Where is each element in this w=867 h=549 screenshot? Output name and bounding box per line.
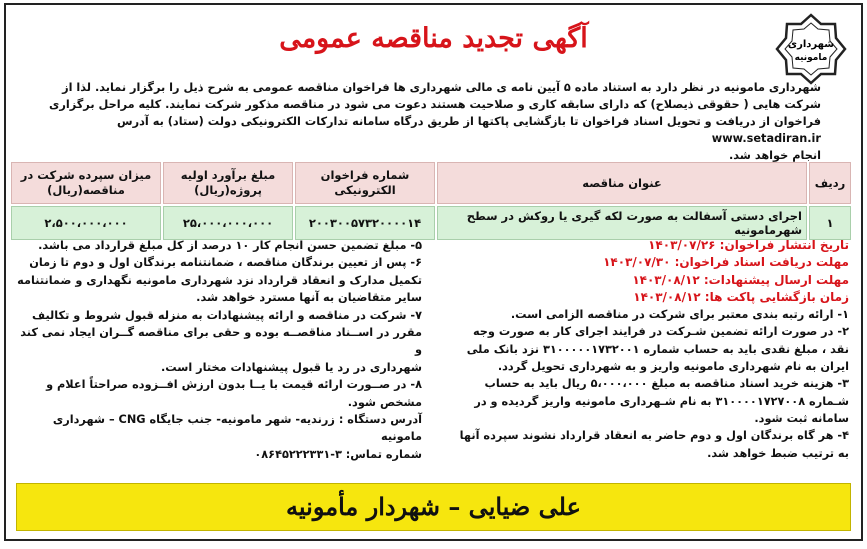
address-line-2: مامونیه [380, 430, 422, 444]
dates-and-conditions [425, 237, 849, 462]
condition-line: مشخص شود. [347, 395, 422, 409]
header-call-number: شماره فراخوان الکترونیکی [295, 162, 435, 204]
condition-line: شـماره ۳۱۰۰۰۰۱۷۲۷۰۰۸ به نام شـهرداری مامونیه واریز گردیده و در [474, 394, 849, 408]
intro-line: انجام خواهد شد. [728, 149, 821, 162]
condition-line: ۵- مبلغ تضمین حسن انجام کار ۱۰ درصد از کل مبلغ قرارداد می باشد. [38, 239, 422, 252]
cell-deposit: ۲،۵۰۰،۰۰۰،۰۰۰ [11, 206, 161, 240]
header-row-number: ردیف [809, 162, 851, 204]
docs-deadline-value: ۱۴۰۳/۰۷/۳۰ [603, 255, 671, 270]
condition-line: به ترتیب ضبط خواهد شد. [707, 446, 849, 460]
address-line [16, 411, 422, 428]
cell-tender-title: اجرای دستی آسفالت به صورت لکه گیری یا روکش در سطح شهرمامونیه [437, 206, 807, 240]
address-cng: CNG [118, 413, 146, 427]
intro-line: شرکت هایی ( حقوقی ذیصلاح) که دارای سابقه کاری و صلاحیت هستند دعوت می شود در مناقصه مذکور شرکت نمایند. کلیه مراحل برگزاری [48, 98, 821, 111]
condition-line: مقرر در اســناد مناقصــه بوده و حقی برای مناقصه گــران ایجاد نمی کند و [20, 326, 422, 357]
table-row [11, 206, 851, 240]
header-deposit: میزان سپرده شرکت در مناقصه(ریال) [11, 162, 161, 204]
condition-line: ۴- هر گاه برندگان اول و دوم حاضر به انعقاد قرارداد نشوند سپرده آنها [459, 429, 849, 443]
condition-line: ایران به نام شهرداری مامونیه واریز و به شهرداری تحویل گردد. [497, 360, 849, 374]
table-header-row [11, 162, 851, 204]
notice-title: آگهی تجدید مناقصه عمومی [279, 23, 588, 54]
condition-line: ۳- هزینه خرید اسناد مناقصه به مبلغ ۵،۰۰۰،۰۰۰ ریال باید به حساب [484, 377, 849, 391]
intro-line [20, 113, 821, 147]
header-estimate: مبلغ برآورد اولیه پروژه(ریال) [163, 162, 293, 204]
publish-date-value: ۱۴۰۳/۰۷/۲۶ [648, 238, 716, 252]
docs-deadline-label: مهلت دریافت اسناد فراخوان: [674, 255, 849, 270]
condition-line: سایر متقاضیان به آنها مسترد خواهد شد. [196, 291, 422, 305]
more-conditions [16, 237, 422, 463]
condition-line: سامانه ثبت شود. [754, 411, 849, 425]
condition-line: ۶- پس از تعیین برندگان مناقصه ، ضمانتنامه برندگان اول و دوم تا زمان [29, 256, 422, 270]
condition-line: ۸- در صــورت ارائه قیمت با یــا بدون ارزش افــزوده صراحتاً اعلام و [46, 378, 422, 392]
publish-date [425, 237, 849, 254]
docs-deadline [425, 254, 849, 271]
opening-date-label: زمان بازگشایی پاکت ها: [704, 289, 849, 304]
tender-notice [4, 3, 863, 541]
condition-line: شهرداری در رد یا قبول پیشنهادات مختار است. [160, 360, 422, 374]
condition-line: ۱- ارائه رتبه بندی معتبر برای شرکت در مناقصه الزامی است. [510, 308, 849, 322]
intro-line-text: فراخوان از دریافت و تحویل اسناد فراخوان تا بازگشایی پاکتها از طریق درگاه سامانه تدارکات الکترونیکی دولت (ستاد) به آدرس [117, 115, 821, 128]
cell-row-number: ۱ [809, 206, 851, 240]
address-suffix: – شهرداری [52, 413, 115, 427]
setad-url-link[interactable]: www.setadiran.ir [711, 132, 821, 145]
submit-deadline-value: ۱۴۰۳/۰۸/۱۲ [632, 272, 700, 287]
condition-line: ۲- در صورت ارائه تضمین شـرکت در فرایند اجرای کار به صورت وجه [472, 325, 849, 339]
intro-line: شهرداری مامونیه در نظر دارد به استناد ماده ۵ آیین نامه ی مالی شهرداری ها فراخوان مناقصه عمومی به شرح ذیل را برگزار نماید. لذا از [62, 81, 821, 94]
condition-line: ۷- شرکت در مناقصه و ارائه پیشنهادات به منزله قبول شروط و تکالیف [31, 308, 422, 322]
opening-date [425, 289, 849, 306]
cell-call-number: ۲۰۰۳۰۰۵۷۳۲۰۰۰۰۱۴ [295, 206, 435, 240]
phone-number: شماره تماس: ۳-۰۸۶۴۵۲۲۲۳۳۱ [254, 447, 422, 461]
condition-line: نقد ، مبلغ نقدی باید به حساب شماره ۳۱۰۰۰۰۰۱۷۳۲۰۰۱ نزد بانک ملی [466, 342, 849, 356]
submit-deadline-label: مهلت ارسال پیشنهادات: [703, 272, 849, 287]
tender-table [9, 160, 853, 242]
publish-date-label: تاریخ انتشار فراخوان: [719, 238, 849, 252]
logo-text-line1: شهرداری [787, 39, 835, 50]
opening-date-value: ۱۴۰۳/۰۸/۱۲ [633, 289, 701, 304]
intro-paragraph [20, 79, 821, 164]
submit-deadline [425, 272, 849, 289]
condition-line: تکمیل مدارک و انعقاد قرارداد نزد شهرداری مامونیه نگهداری و ضمانتنامه [17, 273, 422, 287]
header-tender-title: عنوان مناقصه [437, 162, 807, 204]
logo-text-line2: مامونیه [794, 53, 828, 63]
signature-banner: علی ضیایی – شهردار مأمونیه [16, 483, 851, 531]
address-text: آدرس دستگاه : زرندیه- شهر مامونیه- جنب جایگاه [149, 413, 422, 427]
cell-estimate: ۲۵،۰۰۰،۰۰۰،۰۰۰ [163, 206, 293, 240]
